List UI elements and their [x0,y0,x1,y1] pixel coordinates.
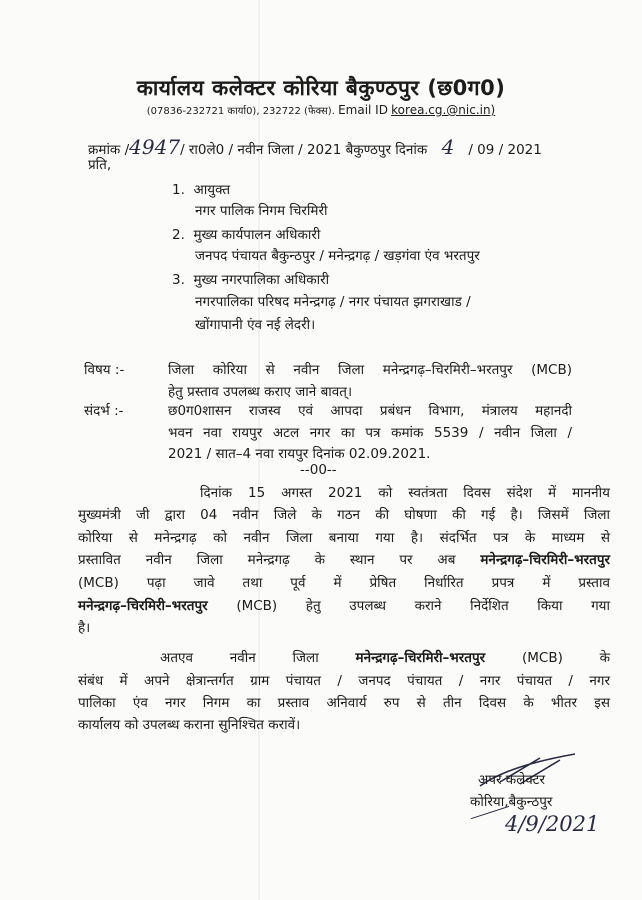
addressee-title: मुख्य नगरपालिका अधिकारी [193,272,330,288]
reference-line-1: छ0ग0शासन राजस्व एवं आपदा प्रबंधन विभाग, मंत्रालय महानदी [168,403,572,419]
para1-line-2: मुख्यमंत्री जी द्वारा 04 नवीन जिले के गठन की घोषणा की गई है। जिसमें जिला [78,507,610,523]
para2-line-4: कार्यालय को उपलब्ध कराना सुनिश्चित करावें। [78,717,301,733]
para1-line-4 [78,550,610,568]
email-address: korea.cg.@nic.in) [391,103,496,117]
reference-line-2: भवन नवा रायपुर अटल नगर का पत्र कमांक 5539 / नवीन जिला / [168,425,572,441]
ref-day-handwritten: 4 [441,135,455,159]
contact-phone: (07836-232721 कार्या0), 232722 (फेक्स). [146,106,335,117]
signature-designation: अपर कलेक्टर [478,772,545,788]
para2-line-1 [160,648,610,666]
reference-label: संदर्भ :- [84,403,124,419]
addressee-3 [172,270,329,288]
contact-line [0,103,642,117]
subject-label: विषय :- [84,362,125,378]
ref-middle: / रा0ले0 / नवीन जिला / 2021 बैकुण्ठपुर दिनांक [180,142,428,158]
addressee-2 [172,225,320,243]
para1-line-3: कोरिया से मनेन्द्रगढ़ को नवीन जिला बनाया गया है। संदर्भित पत्र के माध्यम से [78,530,610,546]
addressee-2-line: जनपद पंचायत बैकुन्ठपुर / मनेन्द्रगढ़ / खड़गंवा एंव भरतपुर [195,248,480,264]
para1-line-6 [78,596,610,614]
text: अतएव नवीन जिला [160,650,319,666]
bold-district-name: मनेन्द्रगढ़–चिरमिरी–भरतपुर [355,650,486,666]
para2-line-3: पालिका एंव नगर निगम का प्रस्ताव अनिवार्य रुप से तीन दिवस के भीतर इस [78,695,610,711]
addressee-1-line: नगर पालिक निगम चिरमिरी [195,203,328,219]
addressee-num: 1. [172,182,185,198]
email-label: Email ID [338,103,388,117]
addressee-1 [172,180,230,198]
separator: --00-- [300,462,337,478]
reference-line-3: 2021 / सात–4 नवा रायपुर दिनांक 02.09.2021. [168,446,431,462]
bold-district-name: मनेन्द्रगढ़–चिरमिरी–भरतपुर [480,552,611,568]
para2-line-2: संबंध में अपने क्षेत्रान्तर्गत ग्राम पंचायत / जनपद पंचायत / नगर पंचायत / नगर [78,673,610,689]
ref-number-handwritten: 4947 [129,135,181,159]
addressee-3-line-2: खोंगापानी एंव नई लेदरी। [195,317,316,333]
para1-line-5: (MCB) पढ़ा जावे तथा पूर्व में प्रेषित निर्धारित प्रपत्र में प्रस्ताव [78,575,610,591]
office-title: कार्यालय कलेक्टर कोरिया बैकुण्ठपुर (छ0ग0) [136,76,506,100]
reference-number-line [88,135,542,159]
text: (MCB) के [521,650,611,666]
addressee-3-line-1: नगरपालिका परिषद मनेन्द्रगढ़ / नगर पंचायत झगराखाड / [195,294,471,310]
subject-line-2: हेतु प्रस्ताव उपलब्ध कराए जाने बावत्। [168,384,353,400]
signature-date-handwritten: 4/9/2021 [505,812,600,836]
bold-district-name: मनेन्द्रगढ़–चिरमिरी–भरतपुर [78,598,208,614]
addressee-num: 2. [172,227,185,243]
ref-date-suffix: / 09 / 2021 [468,142,542,158]
subject-line-1: जिला कोरिया से नवीन जिला मनेन्द्रगढ़–चिरमिरी–भरतपुर (MCB) [168,362,572,378]
to-label: प्रति, [88,157,112,173]
ref-prefix: क्रमांक / [88,142,130,158]
addressee-title: आयुक्त [193,182,231,198]
para1-line-7: है। [78,620,91,636]
addressee-title: मुख्य कार्यपालन अधिकारी [193,227,321,243]
para1-line-1: दिनांक 15 अगस्त 2021 को स्वतंत्रता दिवस संदेश में माननीय [200,485,610,501]
text: प्रस्तावित नवीन जिला मनेन्द्रगढ़ के स्थान पर अब [78,552,456,568]
text: (MCB) हेतु उपलब्ध कराने निर्देशित किया गया [236,598,610,614]
signature-place: कोरिया,बैकुन्ठपुर [470,794,553,810]
addressee-num: 3. [172,272,185,288]
